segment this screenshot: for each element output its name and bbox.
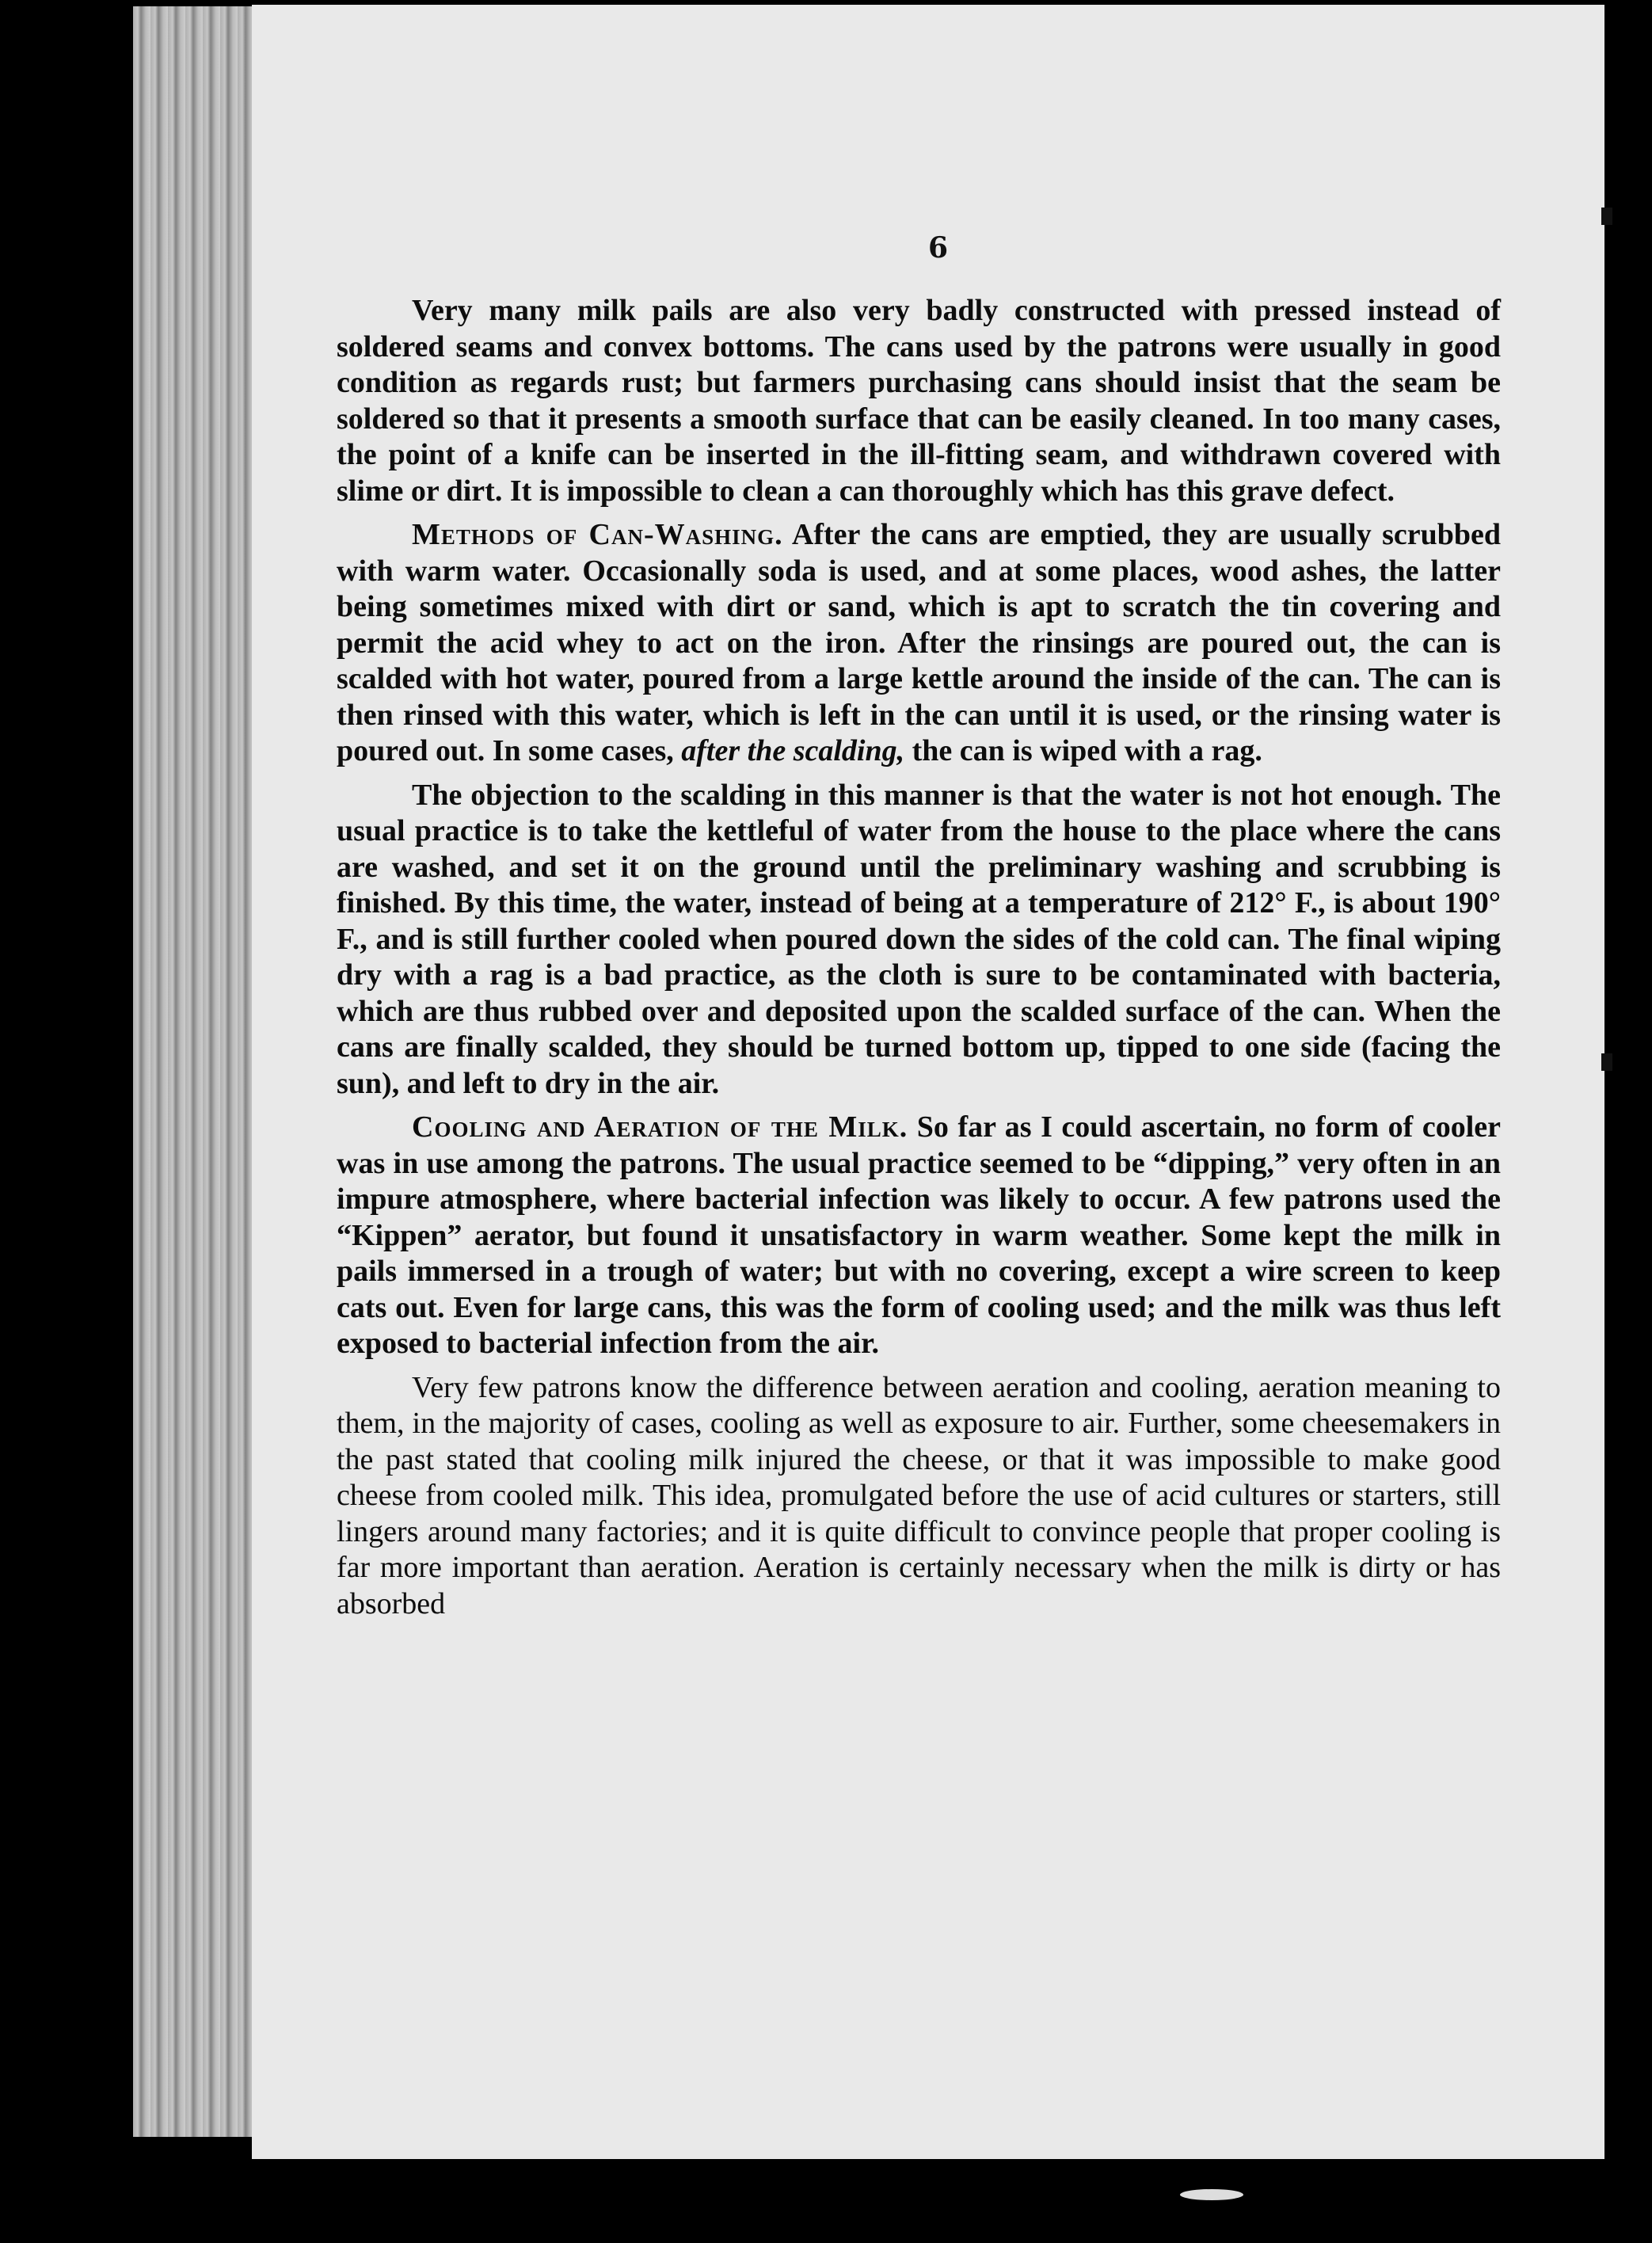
paragraph-text: The objection to the scalding in this manner is that the water is not hot enough. The usual practice is to take the kettleful of water from the house to the place where the cans are washed, and set it on the ground until the preliminary washing and scrubbing is finished. By this time, the water, instead of being at a temperature of 212° F., is about 190° F., and is still further cooled when poured down the sides of the cold can. The final wiping dry with a rag is a bad practice, as the cloth is sure to be contaminated with bacteria, which are thus rubbed over and deposited upon the scalded surface of the can. When the cans are finally scalded, they should be turned bottom up, tipped to one side (facing the sun), and left to dry in the air. [337, 778, 1501, 1100]
paragraph-text: Very many milk pails are also very badly constructed with pressed instead of soldered seams and convex bottoms. The cans used by the patrons were usually in good condition as regards rust; but farmers purchasing cans should insist that the seam be soldered so that it presents a smooth surface that can be easily cleaned. In too many cases, the point of a knife can be inserted in the ill-fitting seam, and withdrawn covered with slime or dirt. It is impossible to clean a can thoroughly which has this grave defect. [337, 294, 1501, 508]
body-text [337, 293, 1501, 1630]
paragraph-pails [337, 293, 1501, 509]
paragraph-text: Very few patrons know the difference between aeration and cooling, aeration meaning to them, in the majority of cases, cooling as well as exposure to air. Further, some cheesemakers in the past stated that cooling milk injured the cheese, or that it was impossible to make good cheese from cooled milk. This idea, promulgated before the use of acid cultures or starters, still lingers around many factories; and it is quite difficult to convince people that proper cooling is far more important than aeration. Aeration is certainly necessary when the milk is dirty or has absorbed [337, 1370, 1501, 1620]
paragraph-text-end: the can is wiped with a rag. [904, 734, 1262, 767]
italic-phrase: after the scalding, [681, 734, 905, 767]
section-heading-cooling: Cooling and Aeration of the Milk. [412, 1110, 908, 1144]
scan-smudge [1180, 2189, 1243, 2200]
paragraph-can-washing [337, 517, 1501, 770]
section-heading-can-washing: Methods of Can-Washing. [412, 518, 783, 551]
paragraph-scalding-objection [337, 778, 1501, 1102]
paragraph-text: After the cans are emptied, they are usually scrubbed with warm water. Occasionally soda is used, and at some places, wood ashes, the latter being sometimes mixed with dirt or sand, which is apt to scratch the tin covering and permit the acid whey to act on the iron. After the rinsings are poured out, the can is scalded with hot water, poured from a large kettle around the inside of the can. The can is then rinsed with this water, which is left in the can until it is used, or the rinsing water is poured out. In some cases, [337, 518, 1501, 767]
page-edge-mark-middle [1601, 1053, 1612, 1071]
paragraph-cooling-aeration [337, 1110, 1501, 1362]
paragraph-aeration-cooling-difference [337, 1370, 1501, 1623]
page-edge-mark-top [1601, 208, 1612, 225]
paragraph-text: So far as I could ascertain, no form of cooler was in use among the patrons. The usual practice seemed to be “dipping,” very often in an impure atmosphere, where bacterial infection was likely to occur. A few patrons used the “Kippen” aerator, but found it unsatisfactory in warm weather. Some kept the milk in pails immersed in a trough of water; but with no covering, except a wire screen to keep cats out. Even for large cans, this was the form of cooling used; and the milk was thus left exposed to bacterial infection from the air. [337, 1110, 1501, 1360]
book-binding-edge [133, 6, 252, 2137]
page-number: 6 [928, 231, 949, 265]
